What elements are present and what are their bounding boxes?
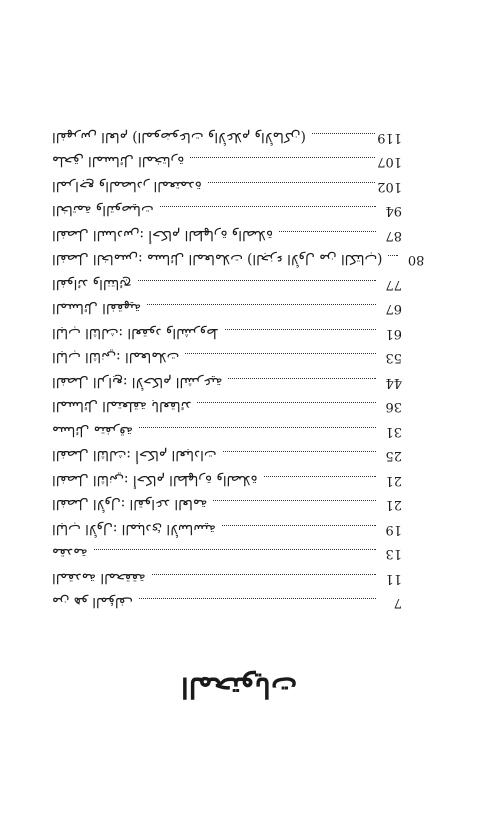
- toc-entry: [52, 129, 402, 154]
- toc-entry-title: الفصل السادس: أحكام الطهارة والصلاة: [52, 227, 273, 243]
- toc-entry-title: الباب الثاني: المعاملات: [52, 349, 180, 366]
- toc-entry: [52, 472, 402, 497]
- toc-entry: [52, 350, 402, 375]
- toc-entry-page: 21: [385, 497, 402, 513]
- leader-dots: [190, 158, 375, 159]
- toc-entry: [52, 521, 402, 546]
- toc-entry-page: 87: [385, 228, 402, 243]
- page-title: المحتويات: [180, 671, 298, 704]
- toc-entry-page: 44: [385, 375, 402, 390]
- leader-dots: [139, 427, 376, 428]
- toc-entry-title: الفصل الثالث: أحكام العبادات: [52, 447, 217, 464]
- toc-entry-title: من هو المؤلف: [52, 594, 133, 611]
- toc-list: [52, 129, 425, 619]
- leader-dots: [279, 231, 376, 232]
- toc-entry-page: 21: [385, 473, 402, 488]
- toc-entry-page: 67: [385, 301, 402, 317]
- toc-entry: [52, 423, 402, 448]
- toc-entry-title: المراجع والمصادر المعتمدة: [52, 178, 202, 194]
- toc-entry: [52, 227, 402, 252]
- toc-entry-title: الخاتمة والتوصيات: [52, 202, 154, 219]
- toc-entry-title: مسائل متفرقة: [52, 423, 133, 439]
- toc-entry-title: الباب الثالث: العقود والشروط: [52, 325, 219, 341]
- leader-dots: [213, 501, 376, 502]
- toc-entry: [52, 546, 402, 571]
- toc-entry: [52, 448, 402, 473]
- leader-dots: [152, 574, 376, 575]
- leader-dots: [223, 452, 376, 453]
- toc-entry-page: 53: [385, 350, 402, 366]
- leader-dots: [222, 525, 376, 526]
- leader-dots: [388, 256, 398, 257]
- toc-entry-page: 36: [385, 399, 402, 415]
- toc-entry-page: 102: [377, 179, 402, 194]
- toc-entry-title: ملحق المسائل المختارة: [52, 153, 185, 170]
- leader-dots: [139, 599, 376, 600]
- toc-entry-page: 11: [385, 571, 402, 586]
- toc-entry-title: الفصل الرابع: الأحكام الشرعية: [52, 374, 223, 390]
- leader-dots: [147, 305, 376, 306]
- leader-dots: [197, 403, 376, 404]
- toc-entry-page: 31: [385, 424, 402, 439]
- toc-entry-page: 61: [385, 326, 402, 341]
- toc-entry: [52, 399, 402, 424]
- toc-entry-title: الفوائد والنتائج: [52, 276, 132, 292]
- toc-entry-title: الفصل الخامس: مسائل المعاملات (الجزء الأول من الكتاب): [52, 251, 383, 268]
- leader-dots: [225, 329, 376, 330]
- leader-dots: [94, 550, 376, 551]
- toc-entry-title: المقدمة المحققة: [52, 570, 146, 586]
- toc-entry-page: 13: [385, 546, 402, 562]
- toc-entry-page: 119: [377, 130, 402, 145]
- toc-entry-title: المسائل الفقهية: [52, 300, 142, 317]
- leader-dots: [138, 280, 376, 281]
- toc-entry-page: 77: [385, 277, 402, 292]
- toc-entry-title: الفصل الأول: القواعد العامة: [52, 496, 208, 513]
- toc-entry-page: 107: [377, 154, 402, 170]
- toc-entry: [52, 251, 425, 277]
- toc-entry-page: 80: [407, 252, 425, 268]
- leader-dots: [229, 378, 377, 379]
- toc-entry-title: المسائل المتعلقة بالعقائد: [52, 398, 192, 415]
- toc-entry-title: مقدمة: [52, 545, 88, 562]
- toc-entry: [52, 178, 402, 203]
- toc-entry: [52, 570, 402, 595]
- toc-entry-page: 7: [393, 595, 402, 611]
- toc-entry: [52, 154, 402, 179]
- leader-dots: [264, 476, 376, 477]
- toc-entry-title: الفصل الثاني: أحكام الطهارة والصلاة: [52, 472, 258, 488]
- toc-entry: [52, 595, 402, 620]
- toc-entry-page: 25: [385, 448, 402, 464]
- toc-entry: [52, 301, 402, 326]
- toc-entry: [52, 374, 402, 399]
- toc-entry: [52, 276, 402, 301]
- leader-dots: [160, 207, 376, 208]
- toc-entry-page: 94: [385, 203, 402, 219]
- toc-entry: [52, 325, 402, 350]
- toc-entry-title: الفهرس العام (الموضوعات والأعلام والأماكن): [52, 129, 306, 145]
- leader-dots: [185, 354, 376, 355]
- toc-entry: [52, 203, 402, 228]
- leader-dots: [208, 182, 375, 183]
- toc-entry: [52, 497, 402, 522]
- toc-entry-title: الباب الأول: المبادئ الأساسية: [52, 521, 216, 537]
- toc-entry-page: 19: [385, 522, 402, 537]
- leader-dots: [312, 133, 375, 134]
